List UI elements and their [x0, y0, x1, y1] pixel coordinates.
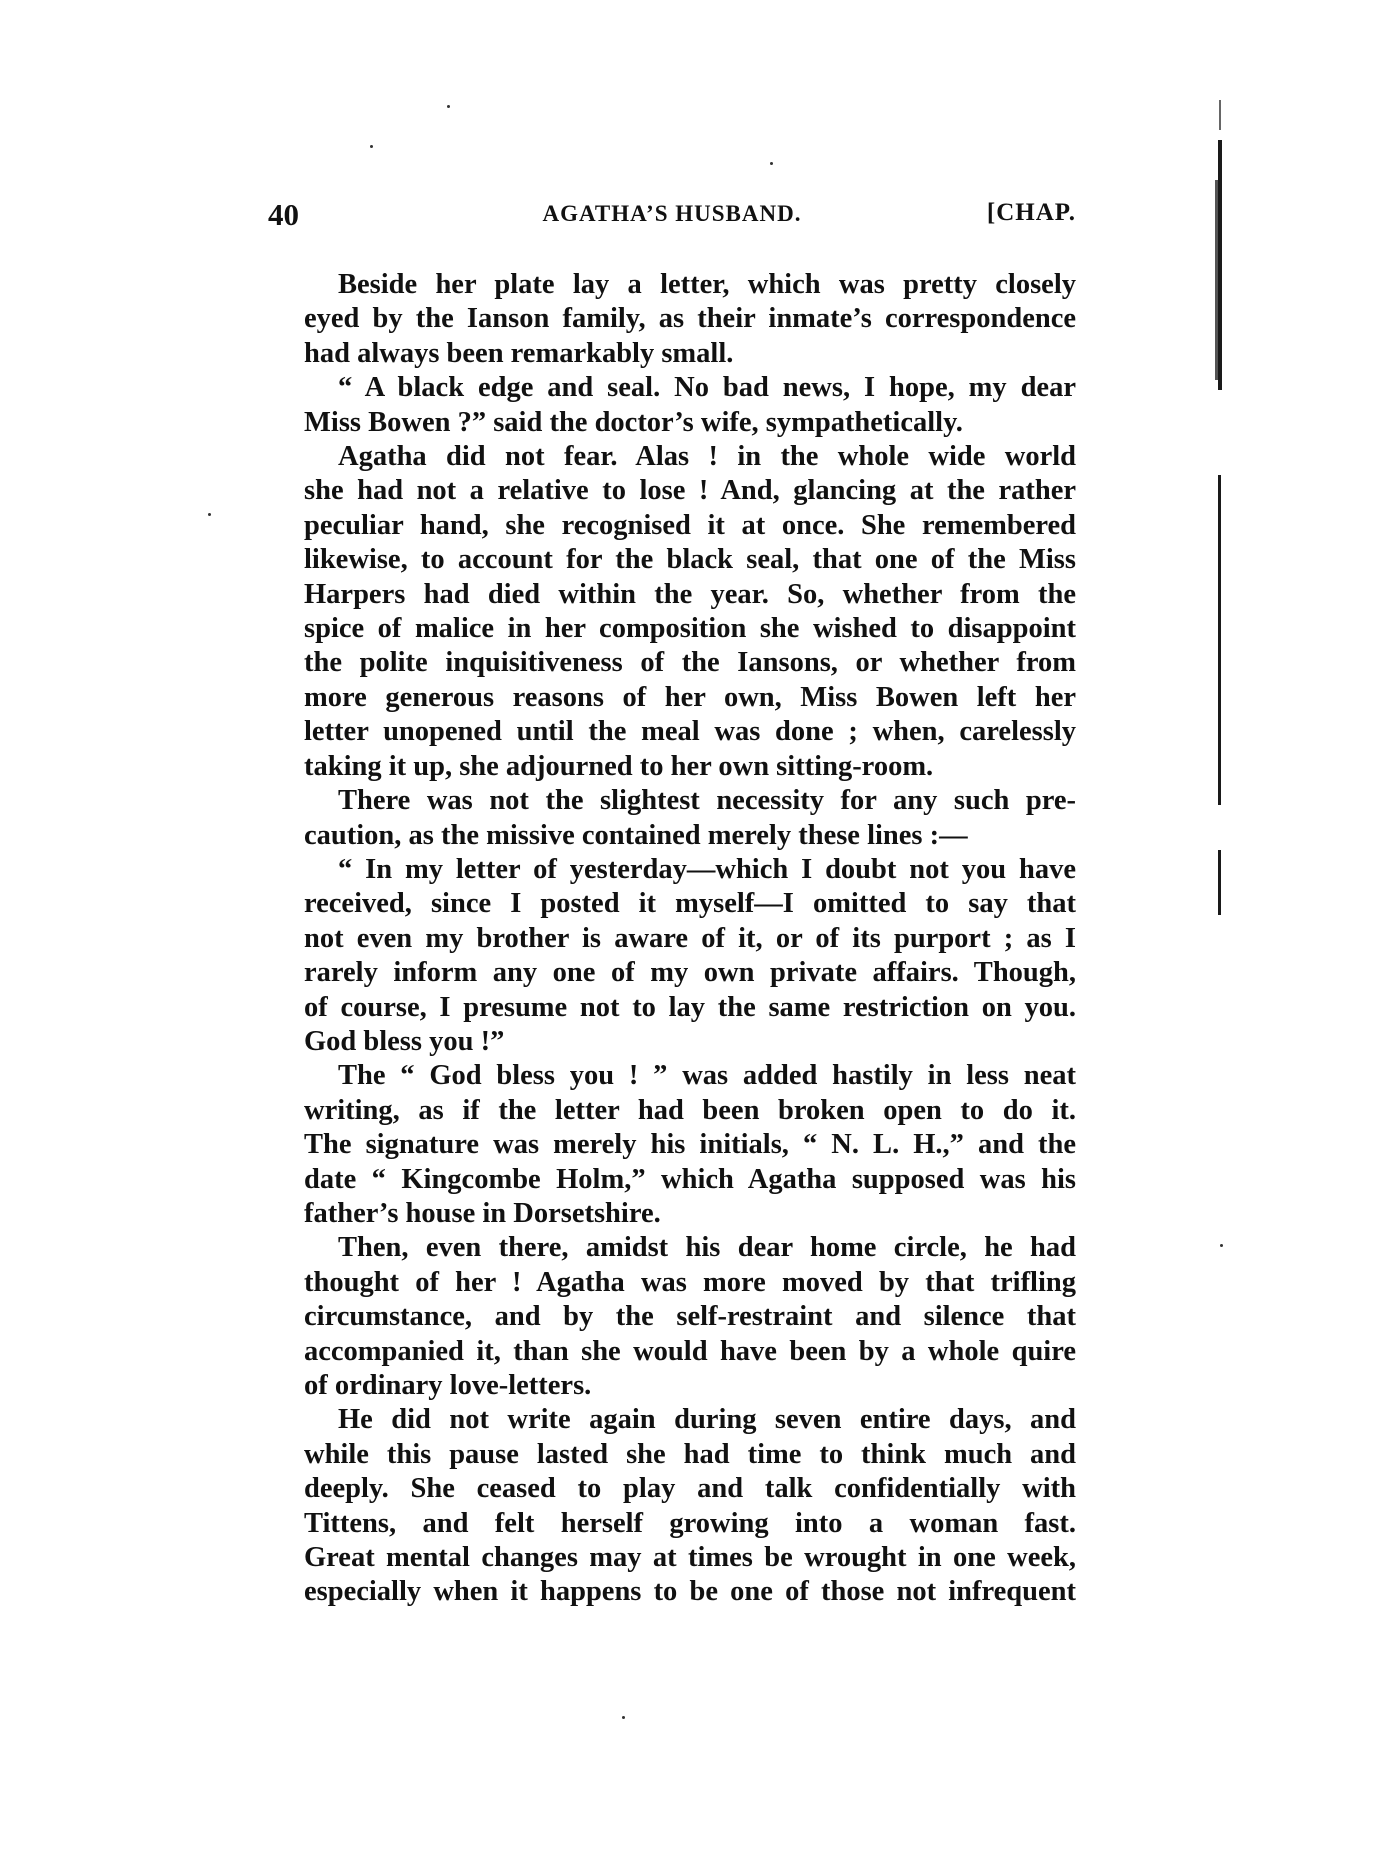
text-line: peculiar hand, she recognised it at once. She remembered [304, 509, 1076, 541]
text-line: rarely inform any one of my own private affairs. Though, [304, 957, 1076, 989]
text-line: God bless you !” [304, 1025, 505, 1057]
dust-speck [770, 162, 773, 165]
paragraph [268, 784, 1076, 853]
binding-shadow [1219, 100, 1221, 130]
binding-shadow [1218, 140, 1222, 390]
text-line: circumstance, and by the self-restraint and silence that [304, 1301, 1076, 1333]
text-line: of ordinary love-letters. [304, 1370, 592, 1401]
text-line: of course, I presume not to lay the same restriction on you. [304, 991, 1076, 1023]
paragraph [268, 1059, 1076, 1231]
text-line: received, since I posted it myself—I omitted to say that [304, 888, 1076, 920]
page-number: 40 [268, 197, 299, 232]
dust-speck [208, 513, 211, 516]
text-line: especially when it happens to be one of those not infrequent [304, 1576, 1076, 1608]
text-line: The signature was merely his initials, “ N. L. H.,” and the [304, 1129, 1076, 1161]
running-title: AGATHA’S HUSBAND. [542, 201, 802, 226]
paragraph [268, 1403, 1076, 1609]
binding-shadow [1215, 180, 1218, 380]
paragraph [268, 268, 1076, 371]
binding-shadow [1218, 850, 1221, 915]
text-line: thought of her ! Agatha was more moved by that trifling [304, 1266, 1076, 1298]
dust-speck [447, 105, 450, 108]
text-line: Great mental changes may at times be wrought in one week, [304, 1542, 1076, 1574]
text-line: “ A black edge and seal. No bad news, I hope, my dear [338, 372, 1076, 404]
text-line: The “ God bless you ! ” was added hastily in less neat [338, 1060, 1076, 1092]
dust-speck [370, 145, 373, 148]
text-line: letter unopened until the meal was done ; when, carelessly [304, 716, 1076, 748]
running-header [268, 197, 1076, 237]
text-line: father’s house in Dorsetshire. [304, 1197, 661, 1229]
dust-speck [1220, 1244, 1223, 1247]
text-line: taking it up, she adjourned to her own sitting-room. [304, 750, 934, 782]
body-text [268, 268, 1076, 1610]
paragraph [268, 853, 1076, 1059]
text-line: more generous reasons of her own, Miss Bowen left her [304, 681, 1076, 713]
paragraph [268, 1231, 1076, 1403]
text-line: There was not the slightest necessity for any such pre- [338, 785, 1076, 817]
text-line: Tittens, and felt herself growing into a woman fast. [304, 1507, 1076, 1539]
text-line: Harpers had died within the year. So, whether from the [304, 578, 1076, 610]
text-line: Agatha did not fear. Alas ! in the whole wide world [338, 441, 1076, 473]
text-line: likewise, to account for the black seal, that one of the Miss [304, 544, 1076, 576]
text-line: “ In my letter of yesterday—which I doubt not you have [338, 853, 1076, 885]
text-line: Then, even there, amidst his dear home circle, he had [338, 1232, 1076, 1264]
text-line: spice of malice in her composition she wished to disappoint [304, 613, 1076, 645]
chapter-label: [CHAP. [986, 199, 1076, 226]
text-line: Miss Bowen ?” said the doctor’s wife, sympathetically. [304, 406, 963, 438]
text-line: deeply. She ceased to play and talk confidentially with [304, 1473, 1076, 1505]
text-line: the polite inquisitiveness of the Iansons, or whether from [304, 647, 1076, 679]
text-line: eyed by the Ianson family, as their inmate’s correspondence [304, 303, 1076, 335]
text-line: He did not write again during seven entire days, and [338, 1404, 1076, 1436]
text-line: accompanied it, than she would have been by a whole quire [304, 1335, 1076, 1367]
text-line: not even my brother is aware of it, or of its purport ; as I [304, 922, 1076, 954]
paragraph [268, 371, 1076, 440]
dust-speck [622, 1716, 625, 1719]
binding-shadow [1218, 475, 1221, 805]
text-line: she had not a relative to lose ! And, glancing at the rather [304, 475, 1076, 507]
text-line: had always been remarkably small. [304, 337, 734, 369]
text-line: while this pause lasted she had time to think much and [304, 1438, 1076, 1470]
text-line: date “ Kingcombe Holm,” which Agatha supposed was his [304, 1163, 1076, 1195]
text-line: writing, as if the letter had been broken open to do it. [304, 1094, 1076, 1126]
text-line: caution, as the missive contained merely these lines :— [304, 819, 968, 851]
paragraph [268, 440, 1076, 784]
text-line: Beside her plate lay a letter, which was pretty closely [338, 269, 1076, 300]
